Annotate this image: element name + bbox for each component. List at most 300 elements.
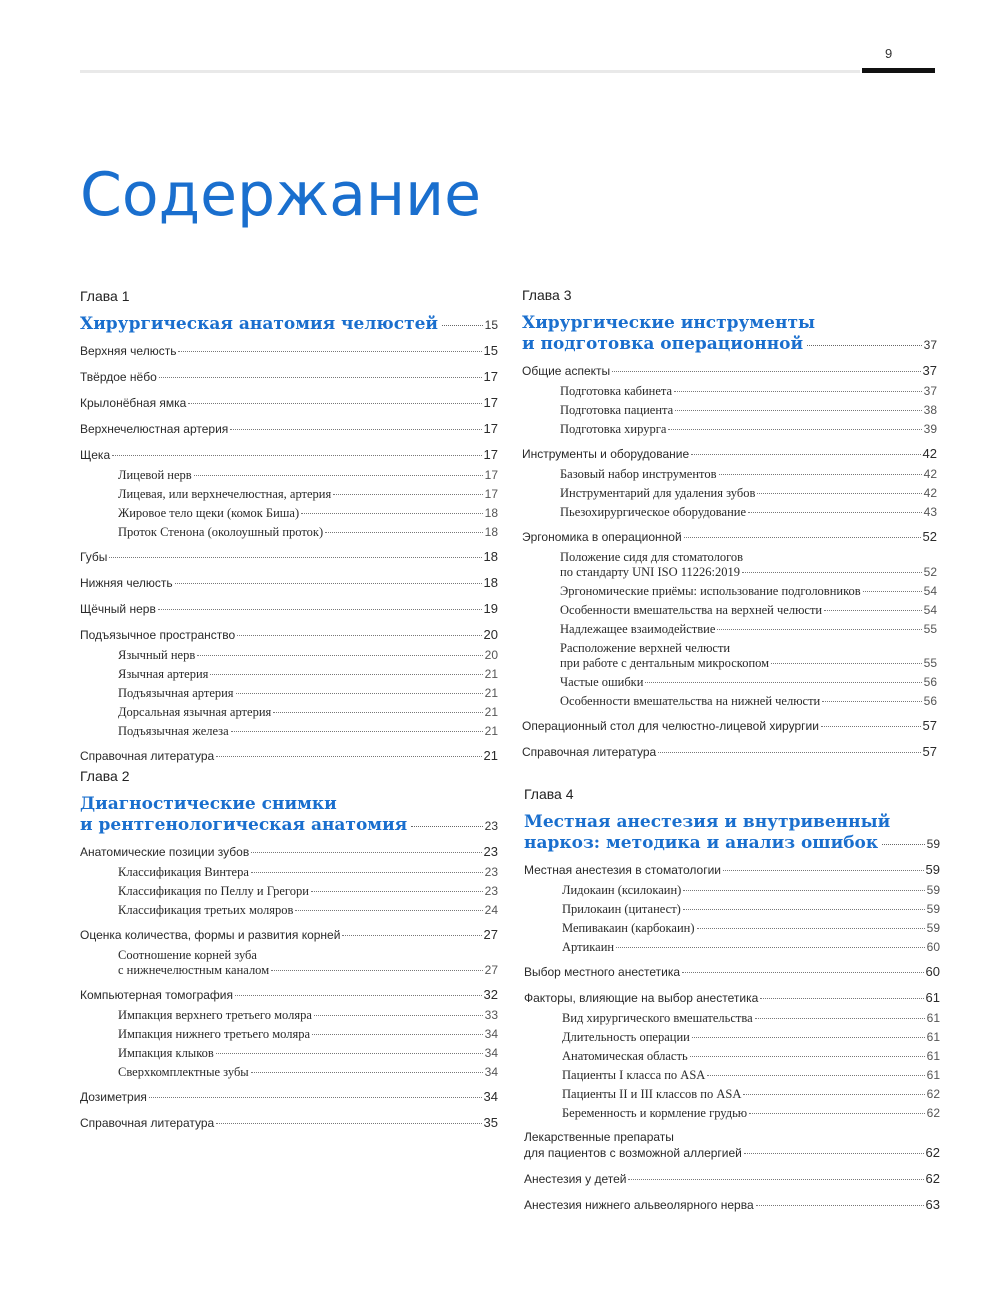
entry-label: Базовый набор инструментов [560,467,717,481]
entry-label: Положение сидя для стоматологов [560,550,744,564]
entry-label: Подъязычная артерия [118,686,234,700]
toc-subentry[interactable] [522,465,937,484]
entry-line [118,963,498,978]
toc-subentry[interactable] [80,863,498,882]
toc-subentry[interactable] [80,485,498,504]
toc-subentry[interactable] [80,1044,498,1063]
dot-leader [236,693,483,694]
entry-label: Оценка количества, формы и развития корней [80,928,341,942]
toc-subentry[interactable] [80,1025,498,1044]
toc-subentry[interactable] [524,1066,940,1085]
toc-entry[interactable] [524,1168,940,1190]
toc-subentry[interactable] [522,420,937,439]
page-ref: 43 [923,505,937,519]
entry-label: Импакция верхнего третьего моляра [118,1008,312,1022]
dot-leader [197,655,482,656]
toc-entry[interactable] [80,598,498,620]
entry-label: Общие аспекты [522,364,611,378]
page-ref: 63 [925,1197,940,1212]
entry-label: Классификация третьих моляров [118,903,294,917]
dot-leader [442,325,483,326]
dot-leader [312,1034,483,1035]
chapter-title-text: наркоз: методика и анализ ошибок [524,833,879,853]
toc-subentry[interactable] [524,1104,940,1123]
page-ref: 62 [925,1145,940,1160]
toc-entry[interactable] [80,572,498,594]
toc-entry[interactable] [80,418,498,440]
page-ref: 27 [483,927,498,942]
dot-leader [231,731,483,732]
dot-leader [216,1053,483,1054]
chapter-label: Глава 4 [524,786,574,802]
toc-subentry[interactable] [522,639,937,673]
chapter-block [80,766,498,1134]
toc-subentry[interactable] [524,1047,940,1066]
toc-subentry[interactable] [522,692,937,711]
entry-label: с нижнечелюстным каналом [118,963,270,977]
page-ref: 61 [926,1011,940,1025]
toc-subentry[interactable] [522,503,937,522]
page-ref: 17 [483,369,498,384]
toc-entry[interactable] [522,443,937,465]
chapter-block [524,784,940,1216]
dot-leader [325,532,483,533]
page-ref: 62 [926,1087,940,1101]
toc-subentry[interactable] [80,901,498,920]
toc-entry[interactable] [80,841,498,863]
dot-leader [674,391,922,392]
page-ref: 21 [484,705,498,719]
toc-subentry[interactable] [80,646,498,665]
chapter-title-text: и подготовка операционной [522,334,804,354]
page-ref: 23 [484,865,498,879]
toc-entry[interactable] [80,984,498,1006]
chapter-title-line [80,314,498,336]
entry-label: Классификация Винтера [118,865,249,879]
toc-subentry[interactable] [80,882,498,901]
dot-leader [301,513,483,514]
toc-entry[interactable] [80,546,498,568]
toc-entry[interactable] [80,340,498,362]
dot-leader [230,429,481,430]
toc-subentry[interactable] [80,703,498,722]
toc-entry[interactable] [80,745,498,767]
dot-leader [743,1094,924,1095]
dot-leader [742,572,922,573]
page-ref: 23 [483,844,498,859]
page-ref: 61 [926,1030,940,1044]
chapter-title[interactable] [524,812,940,855]
page-ref: 17 [483,421,498,436]
page-ref: 37 [922,363,937,378]
entry-label: Импакция нижнего третьего моляра [118,1027,311,1041]
entry-label: Пациенты I класса по ASA [562,1068,706,1082]
entry-label: для пациентов с возможной аллергией [524,1146,742,1160]
entry-label: Анатомическая область [562,1049,688,1063]
entry-label: Щёчный нерв [80,602,156,616]
page-ref: 59 [926,883,940,897]
entry-label: Дозиметрия [80,1090,147,1104]
header-rule-accent [862,68,935,73]
entry-label: при работе с дентальным микроскопом [560,656,770,670]
dot-leader [271,970,483,971]
toc-entry[interactable] [524,859,940,881]
page-ref: 52 [922,529,937,544]
dot-leader [333,494,482,495]
toc-subentry[interactable] [522,548,937,582]
dot-leader [112,455,481,456]
dot-leader [744,1153,924,1154]
dot-leader [691,454,920,455]
entry-label: Операционный стол для челюстно-лицевой хирургии [522,719,819,733]
page-ref: 62 [925,1171,940,1186]
toc-entry[interactable] [524,961,940,983]
page-ref: 57 [922,718,937,733]
dot-leader [251,872,483,873]
page-ref: 24 [484,903,498,917]
dot-leader [683,909,925,910]
dot-leader [216,756,481,757]
dot-leader [194,475,483,476]
entry-label: Подъязычная железа [118,724,229,738]
entry-label: Подъязычное пространство [80,628,236,642]
page-ref: 18 [484,506,498,520]
dot-leader [682,972,924,973]
toc-subentry[interactable] [522,673,937,692]
entry-label: Надлежащее взаимодействие [560,622,716,636]
chapter-title[interactable] [522,313,937,356]
entry-label: Пациенты II и III классов по ASA [562,1087,742,1101]
entry-label: Особенности вмешательства на верхней челюсти [560,603,823,617]
entry-label: Язычный нерв [118,648,196,662]
dot-leader [717,629,921,630]
entry-label: Анатомические позиции зубов [80,845,250,859]
toc-subentry[interactable] [522,582,937,601]
entry-label: Дорсальная язычная артерия [118,705,272,719]
entry-label: Справочная литература [522,745,657,759]
chapter-title-line [522,334,937,356]
dot-leader [675,410,921,411]
toc-entry[interactable] [80,1086,498,1108]
chapter-title-line [80,815,498,837]
page-ref: 17 [483,395,498,410]
page-ref: 39 [923,422,937,436]
page-ref: 21 [483,748,498,763]
entry-label: Сверхкомплектные зубы [118,1065,249,1079]
page-ref: 23 [484,819,498,833]
page-number: 9 [885,46,893,61]
dot-leader [612,371,920,372]
toc-subentry[interactable] [522,484,937,503]
page-ref: 17 [483,447,498,462]
entry-label: Лицевой нерв [118,468,192,482]
toc-subentry[interactable] [80,946,498,980]
entry-label: Артикаин [562,940,615,954]
toc-entry[interactable] [522,741,937,763]
dot-leader [684,537,921,538]
dot-leader [159,377,482,378]
toc-subentry[interactable] [524,881,940,900]
page-ref: 21 [484,686,498,700]
toc-subentry[interactable] [522,601,937,620]
toc-entry[interactable] [80,1112,498,1134]
entry-label: Длительность операции [562,1030,690,1044]
dot-leader [882,844,924,845]
entry-label: Лицевая, или верхнечелюстная, артерия [118,487,332,501]
page-ref: 33 [484,1008,498,1022]
toc-entry[interactable] [524,1127,940,1164]
page-ref: 15 [484,318,498,332]
chapter-title-line [522,313,937,334]
entry-label: Импакция клыков [118,1046,214,1060]
entry-label: Пьезохирургическое оборудование [560,505,747,519]
page-ref: 35 [483,1115,498,1130]
dot-leader [411,826,482,827]
dot-leader [251,852,481,853]
entry-label: Выбор местного анестетика [524,965,681,979]
page-ref: 54 [923,584,937,598]
page-ref: 59 [926,837,940,851]
dot-leader [749,1113,924,1114]
toc-entry[interactable] [80,924,498,946]
dot-leader [824,610,922,611]
page-ref: 56 [923,675,937,689]
toc-entry[interactable] [522,526,937,548]
dot-leader [757,493,921,494]
dot-leader [175,583,482,584]
dot-leader [821,726,921,727]
chapter-title[interactable] [80,314,498,336]
page-ref: 32 [483,987,498,1002]
entry-label: Губы [80,550,108,564]
dot-leader [690,1056,925,1057]
entry-label: Вид хирургического вмешательства [562,1011,753,1025]
dot-leader [235,995,482,996]
dot-leader [807,345,922,346]
dot-leader [822,701,921,702]
page-title: Содержание [80,160,482,230]
dot-leader [295,910,482,911]
page-ref: 55 [923,622,937,636]
entry-label: Мепивакаин (карбокаин) [562,921,695,935]
toc-entry[interactable] [522,360,937,382]
entry-label: Факторы, влияющие на выбор анестетика [524,991,759,1005]
toc-entry[interactable] [80,392,498,414]
page-ref: 42 [923,486,937,500]
entry-label: Анестезия нижнего альвеолярного нерва [524,1198,754,1212]
toc-subentry[interactable] [524,919,940,938]
page-ref: 23 [484,884,498,898]
dot-leader [719,474,922,475]
chapter-label: Глава 1 [80,288,130,304]
page-ref: 17 [484,487,498,501]
page-ref: 37 [923,338,937,352]
dot-leader [668,429,921,430]
chapter-block [80,286,498,767]
page-ref: 20 [484,648,498,662]
page-ref: 52 [923,565,937,579]
dot-leader [149,1097,482,1098]
dot-leader [707,1075,924,1076]
dot-leader [692,1037,925,1038]
page-ref: 34 [484,1065,498,1079]
page-ref: 61 [926,1049,940,1063]
page-ref: 54 [923,603,937,617]
dot-leader [723,870,924,871]
chapter-title-line [80,794,498,815]
entry-label: Инструменты и оборудование [522,447,690,461]
page-ref: 60 [925,964,940,979]
entry-label: Эргономика в операционной [522,530,682,544]
page-ref: 15 [483,343,498,358]
entry-label: Верхнечелюстная артерия [80,422,229,436]
page-ref: 18 [483,549,498,564]
dot-leader [188,403,481,404]
toc-subentry[interactable] [80,684,498,703]
chapter-title[interactable] [80,794,498,837]
toc-entry[interactable] [522,715,937,737]
dot-leader [755,1018,925,1019]
toc-subentry[interactable] [524,1085,940,1104]
page-ref: 27 [484,963,498,977]
entry-line [524,1145,940,1161]
entry-label: Крылонёбная ямка [80,396,187,410]
page-ref: 20 [483,627,498,642]
page-ref: 55 [923,656,937,670]
entry-label: Анестезия у детей [524,1172,627,1186]
chapter-block [522,285,937,763]
entry-label: Инструментарий для удаления зубов [560,486,756,500]
toc-subentry[interactable] [522,401,937,420]
entry-line [560,656,937,671]
page-ref: 57 [922,744,937,759]
entry-label: Классификация по Пеллу и Грегори [118,884,309,898]
dot-leader [748,512,922,513]
page-ref: 42 [922,446,937,461]
toc-subentry[interactable] [80,523,498,542]
header-rule [80,70,860,73]
entry-label: Подготовка хирурга [560,422,667,436]
dot-leader [178,351,481,352]
dot-leader [314,1015,483,1016]
entry-label: Соотношение корней зуба [118,948,257,962]
toc-subentry[interactable] [80,1063,498,1082]
entry-label: Язычная артерия [118,667,209,681]
chapter-title-text: и рентгенологическая анатомия [80,815,408,835]
chapter-title-text: Хирургические инструменты [522,313,816,333]
entry-label: по стандарту UNI ISO 11226:2019 [560,565,740,579]
page-ref: 21 [484,724,498,738]
toc-subentry[interactable] [524,1009,940,1028]
toc-entry[interactable] [80,366,498,388]
dot-leader [771,663,922,664]
entry-label: Подготовка пациента [560,403,674,417]
toc-subentry[interactable] [80,665,498,684]
page-ref: 61 [925,990,940,1005]
entry-label: Проток Стенона (околоушный проток) [118,525,324,539]
toc-entry[interactable] [80,624,498,646]
dot-leader [756,1205,924,1206]
page-ref: 17 [484,468,498,482]
entry-label: Особенности вмешательства на нижней челюсти [560,694,821,708]
page-ref: 34 [484,1027,498,1041]
toc-subentry[interactable] [522,620,937,639]
chapter-label: Глава 3 [522,287,572,303]
entry-label: Эргономические приёмы: использование подголовников [560,584,861,598]
chapter-label: Глава 2 [80,768,130,784]
toc-entry[interactable] [80,444,498,466]
dot-leader [311,891,483,892]
toc-subentry[interactable] [524,1028,940,1047]
entry-label: Справочная литература [80,749,215,763]
page-ref: 42 [923,467,937,481]
entry-line [560,565,937,580]
entry-label: Беременность и кормление грудью [562,1106,748,1120]
chapter-title-text: Диагностические снимки [80,794,337,814]
entry-label: Лидокаин (ксилокаин) [562,883,682,897]
page-ref: 59 [926,921,940,935]
page-ref: 21 [484,667,498,681]
page-ref: 34 [483,1089,498,1104]
page-ref: 56 [923,694,937,708]
toc-subentry[interactable] [80,466,498,485]
dot-leader [616,947,925,948]
toc-subentry[interactable] [80,1006,498,1025]
entry-label: Местная анестезия в стоматологии [524,863,721,877]
dot-leader [210,674,482,675]
entry-label: Компьютерная томография [80,988,233,1002]
page-ref: 61 [926,1068,940,1082]
page-ref: 19 [483,601,498,616]
page-ref: 62 [926,1106,940,1120]
toc-subentry[interactable] [522,382,937,401]
dot-leader [697,928,925,929]
page-ref: 34 [484,1046,498,1060]
toc-entry[interactable] [524,1194,940,1216]
chapter-title-line [524,833,940,855]
toc-subentry[interactable] [524,938,940,957]
entry-label: Подготовка кабинета [560,384,673,398]
dot-leader [251,1072,483,1073]
toc-subentry[interactable] [524,900,940,919]
dot-leader [658,752,920,753]
dot-leader [645,682,921,683]
entry-label: Расположение верхней челюсти [560,641,731,655]
entry-label: Нижняя челюсть [80,576,173,590]
dot-leader [237,635,481,636]
chapter-title-line [524,812,940,833]
entry-label: Справочная литература [80,1116,215,1130]
dot-leader [760,998,923,999]
dot-leader [628,1179,923,1180]
entry-label: Частые ошибки [560,675,644,689]
page-ref: 38 [923,403,937,417]
dot-leader [273,712,482,713]
page-ref: 59 [926,902,940,916]
toc-subentry[interactable] [80,722,498,741]
entry-label: Верхняя челюсть [80,344,177,358]
page-ref: 59 [925,862,940,877]
toc-subentry[interactable] [80,504,498,523]
dot-leader [158,609,482,610]
toc-entry[interactable] [524,987,940,1009]
page-ref: 18 [484,525,498,539]
chapter-title-text: Местная анестезия и внутривенный [524,812,891,832]
dot-leader [216,1123,481,1124]
entry-label: Щека [80,448,111,462]
entry-label: Твёрдое нёбо [80,370,157,384]
dot-leader [683,890,924,891]
